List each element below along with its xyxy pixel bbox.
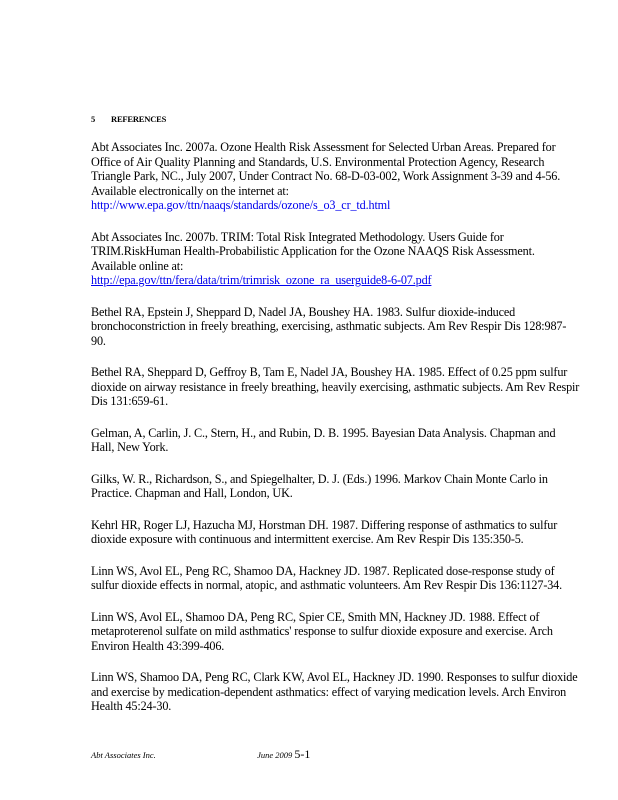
reference-entry	[91, 305, 581, 349]
reference-text: Gelman, A, Carlin, J. C., Stern, H., and Rubin, D. B. 1995. Bayesian Data Analysis. Chapman and Hall, New York.	[91, 425, 556, 454]
reference-entry	[91, 365, 581, 409]
reference-text: Linn WS, Shamoo DA, Peng RC, Clark KW, Avol EL, Hackney JD. 1990. Responses to sulfur dioxide and exercise by medication-dependent asthmatics: effect of varying medication levels. Arch Environ Health 45:24-30.	[91, 670, 578, 713]
footer-date: June 2009	[257, 750, 293, 760]
reference-text: Gilks, W. R., Richardson, S., and Spiegelhalter, D. J. (Eds.) 1996. Markov Chain Monte Carlo in Practice. Chapman and Hall, London, UK.	[91, 471, 548, 500]
page-footer	[91, 747, 491, 762]
reference-entry	[91, 564, 581, 593]
reference-text: Abt Associates Inc. 2007a. Ozone Health Risk Assessment for Selected Urban Areas. Prepared for Office of Air Quality Planning and Standards, U.S. Environmental Protection Agency, Research Triangle Park, NC., July 2007, Under Contract No. 68-D-03-002, Work Assignment 3-39 and 4-56. Available electronically on the internet at:	[91, 140, 561, 198]
reference-text: Bethel RA, Sheppard D, Geffroy B, Tam E, Nadel JA, Boushey HA. 1985. Effect of 0.25 ppm sulfur dioxide on airway resistance in freely breathing, heavily exercising, asthmatic subjects. Am Rev Respir Dis 131:659-61.	[91, 365, 580, 408]
reference-text: Bethel RA, Epstein J, Sheppard D, Nadel JA, Boushey HA. 1983. Sulfur dioxide-induced bronchoconstriction in freely breathing, exercising, asthmatic subjects. Am Rev Respir Dis 128:987-90.	[91, 304, 567, 348]
page-number: 5-1	[294, 747, 311, 761]
section-number: 5	[91, 114, 96, 124]
reference-text: Kehrl HR, Roger LJ, Hazucha MJ, Horstman DH. 1987. Differing response of asthmatics to sulfur dioxide exposure with continuous and intermittent exercise. Am Rev Respir Dis 135:350-5.	[91, 517, 558, 546]
footer-company: Abt Associates Inc.	[91, 750, 156, 760]
reference-entry	[91, 230, 581, 288]
reference-entry	[91, 426, 581, 455]
reference-list	[91, 140, 581, 731]
reference-text: Linn WS, Avol EL, Shamoo DA, Peng RC, Spier CE, Smith MN, Hackney JD. 1988. Effect of metaproterenol sulfate on mild asthmatics' response to sulfur dioxide exposure and exercise. Arch Environ Health 43:399-406.	[91, 609, 553, 653]
section-title: REFERENCES	[111, 114, 167, 124]
reference-link[interactable]: http://www.epa.gov/ttn/naaqs/standards/ozone/s_o3_cr_td.html	[91, 198, 391, 212]
reference-entry	[91, 140, 581, 213]
reference-entry	[91, 610, 581, 654]
reference-entry	[91, 518, 581, 547]
reference-text: Abt Associates Inc. 2007b. TRIM: Total Risk Integrated Methodology. Users Guide for TRIM.RiskHuman Health-Probabilistic Application for the Ozone NAAQS Risk Assessment. Available online at:	[91, 229, 535, 273]
reference-entry	[91, 472, 581, 501]
reference-text: Linn WS, Avol EL, Peng RC, Shamoo DA, Hackney JD. 1987. Replicated dose-response study of sulfur dioxide effects in normal, atopic, and asthmatic volunteers. Am Rev Respir Dis 136:1127-34.	[91, 563, 563, 592]
reference-link[interactable]: http://epa.gov/ttn/fera/data/trim/trimrisk_ozone_ra_userguide8-6-07.pdf	[91, 273, 432, 287]
section-heading	[91, 114, 166, 124]
reference-entry	[91, 670, 581, 714]
